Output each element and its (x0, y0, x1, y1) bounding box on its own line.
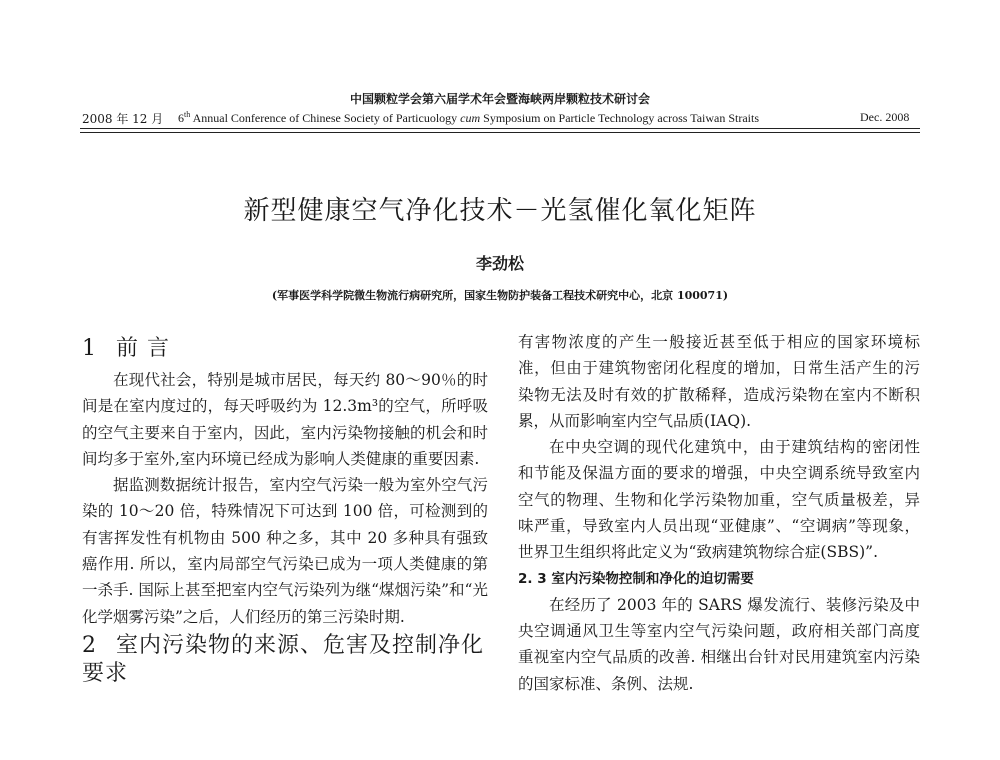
paper-title: 新型健康空气净化技术－光氢催化氧化矩阵 (243, 196, 757, 226)
conference-title-part-a: Annual Conference of Chinese Society of Particuology (190, 111, 461, 125)
author-affiliation: (军事医学科学院微生物流行病研究所，国家生物防护装备工程技术研究中心，北京 100071) (271, 289, 729, 302)
right-paragraph-2: 在中央空调的现代化建筑中，由于建筑结构的密闭性和节能及保温方面的要求的增强，中央空调系统导致室内空气的物理、生物和化学污染物加重，空气质量极差，异味严重，导致室内人员出现“亚健康”、“空调病”等现象，世界卫生组织将此定义为“致病建筑物综合症(SBS)”. (518, 438, 920, 562)
right-paragraph-1: 有害物浓度的产生一般接近甚至低于相应的国家环境标准，但由于建筑物密闭化程度的增加，日常生活产生的污染物无法及时有效的扩散稀释，造成污染物在室内不断积累，从而影响室内空气品质(IAQ). (518, 333, 920, 430)
conference-ordinal: 6 (178, 111, 184, 125)
section-2-number: 2 (82, 632, 97, 658)
section-2-heading (82, 632, 488, 688)
section-1-title: 前 言 (116, 336, 170, 361)
left-paragraph-1: 在现代社会，特别是城市居民，每天约 80～90％的时间是在室内度过的，每天呼吸约为 12.3m³的空气，所呼吸的空气主要来自于室内，因此，室内污染物接触的机会和时间均多于室外,室内环境已经成为影响人类健康的重要因素. (82, 371, 488, 468)
section-1-number: 1 (82, 336, 97, 361)
header-rule-thin (80, 132, 920, 133)
subsection-2-3-heading: 2. 3 室内污染物控制和净化的迫切需要 (518, 570, 754, 587)
section-2-title: 室内污染物的来源、危害及控制净化要求 (82, 632, 485, 686)
header-date-en: Dec. 2008 (860, 110, 910, 124)
right-column (518, 329, 920, 697)
conference-title-part-b: Symposium on Particle Technology across Taiwan Straits (480, 111, 760, 125)
author-name: 李劲松 (475, 254, 524, 273)
conference-title-cn: 中国颗粒学会第六届学术年会暨海峡两岸颗粒技术研讨会 (349, 92, 650, 106)
header-rule-thick (80, 128, 920, 129)
conference-ordinal-suffix: th (184, 110, 191, 119)
conference-title-en (178, 110, 759, 126)
section-1-heading (82, 335, 488, 363)
conference-title-cum: cum (460, 111, 481, 125)
left-paragraph-2: 据监测数据统计报告，室内空气污染一般为室外空气污染的 10～20 倍，特殊情况下可达到 100 倍，可检测到的有害挥发性有机物由 500 种之多，其中 20 多种具有强致癌作用. 所以，室内局部空气污染已成为一项人类健康的第一杀手. 国际上甚至把室内空气污染列为继“煤烟污染”和“光化学烟雾污染”之后，人们经历的第三污染时期. (82, 476, 488, 626)
left-column (82, 333, 488, 692)
right-paragraph-3: 在经历了 2003 年的 SARS 爆发流行、装修污染及中央空调通风卫生等室内空气污染问题，政府相关部门高度重视室内空气品质的改善. 相继出台针对民用建筑室内污染的国家标准、条例、法规. (518, 595, 920, 693)
header-date-cn: 2008 年 12 月 (82, 112, 164, 126)
